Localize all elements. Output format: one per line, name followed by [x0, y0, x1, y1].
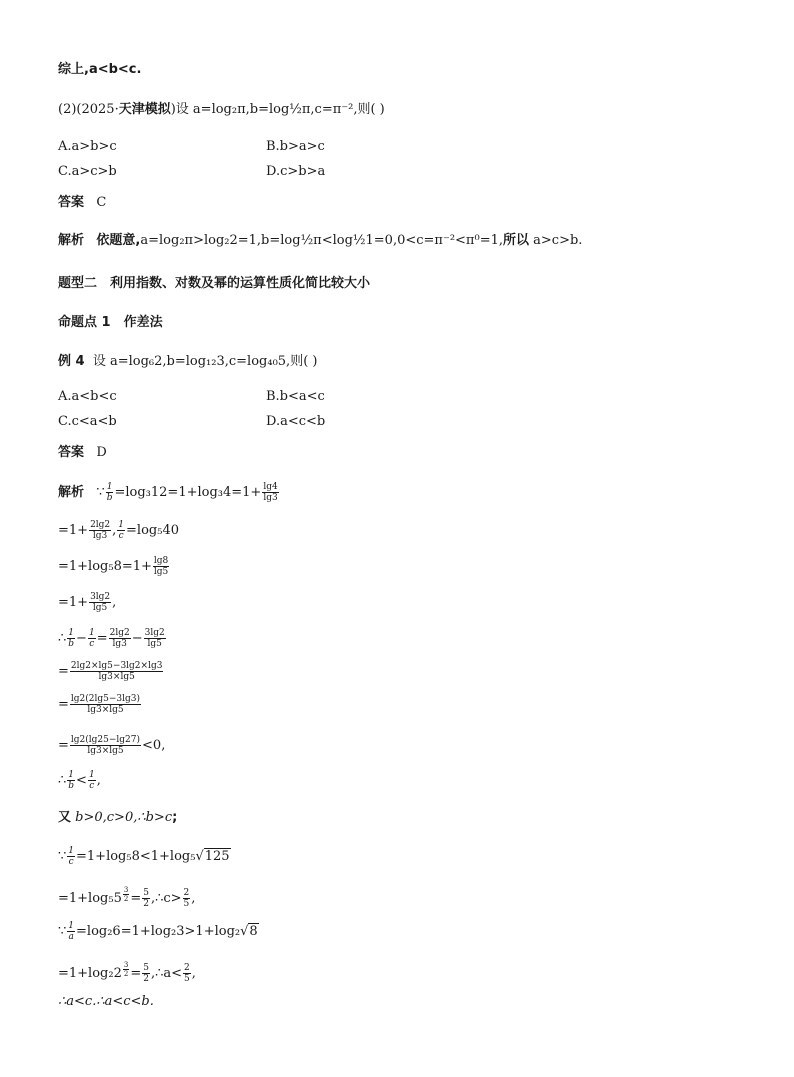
because-symbol: ∵	[58, 924, 67, 939]
fraction-1-over-c: $\frac{1}{c}$	[118, 520, 125, 541]
option-b: B.b>a>c	[266, 139, 325, 154]
analysis-label: 解析	[58, 485, 85, 500]
option-a: A.a<b<c	[58, 389, 117, 404]
options-row-3	[58, 387, 325, 407]
option-c: C.c<a<b	[58, 414, 117, 429]
step-text: =1+	[58, 595, 89, 610]
fraction-step-7: $\frac{\lg 2(2\lg 5-3\lg 3)}{\lg 3\times\lg 5}$	[70, 694, 141, 715]
option-c: C.a>c>b	[58, 164, 117, 179]
final-conclusion: ∴a<c.∴a<c<b.	[58, 994, 154, 1009]
fraction-5-2: $\frac{5}{2}$	[143, 888, 149, 909]
analysis-2-line-10	[58, 808, 177, 828]
analysis-2-line-9	[58, 770, 101, 791]
analysis-1-so: 所以	[503, 233, 530, 248]
fraction-1-over-b: $\frac{1}{b}$	[106, 482, 113, 503]
example-4-label: 例 4	[58, 354, 85, 369]
exponent-3-2: 3 2	[123, 960, 129, 978]
equals: =	[130, 966, 142, 981]
step-text: =log₅40	[126, 523, 179, 538]
analysis-2-line-4	[58, 592, 116, 613]
question-2	[58, 100, 385, 120]
analysis-2-line-5	[58, 628, 167, 649]
fraction-3lg2-lg5: $\frac{3\lg 2}{\lg 5}$	[90, 592, 111, 613]
point-title-text: 命题点 1 作差法	[58, 315, 163, 330]
equals: =	[58, 697, 69, 712]
less-than: <	[76, 773, 87, 788]
step-text: =1+log₂2	[58, 966, 122, 981]
analysis-2-line-14	[58, 959, 196, 984]
answer-label: 答案	[58, 445, 85, 460]
option-d: D.c>b>a	[266, 164, 326, 179]
fraction-2-5: $\frac{2}{5}$	[183, 888, 190, 909]
fraction-2-5: $\frac{2}{5}$	[184, 963, 190, 984]
fraction-step-8: $\frac{\lg 2(\lg 25-\lg 27)}{\lg 3\times\lg 5}$	[70, 735, 141, 756]
analysis-2-line-13: ∵ $\frac{1}{a}$ =log₂6=1+log₂3>1+log₂√8	[58, 921, 258, 942]
fraction-3lg2-lg5: $\frac{3\lg 2}{\lg 5}$	[144, 628, 165, 649]
equals: =	[58, 664, 69, 679]
therefore-symbol: ∴	[58, 773, 67, 788]
answer-label: 答案	[58, 195, 85, 210]
option-a: A.a>b>c	[58, 139, 117, 154]
fraction-2lg2-lg3: $\frac{2\lg 2}{\lg 3}$	[109, 628, 130, 649]
analysis-1	[58, 231, 582, 251]
fraction-1-over-a: $\frac{1}{a}$	[68, 921, 75, 942]
analysis-1-intro: 依题意,	[96, 233, 141, 248]
answer-2	[58, 443, 107, 463]
option-d: D.a<c<b	[266, 414, 326, 429]
also-word: 又	[58, 810, 72, 825]
section-title	[58, 274, 370, 294]
question-2-source: 天津模拟	[118, 102, 171, 117]
conclusion-text: 综上,a<b<c.	[58, 62, 142, 77]
semicolon: ;	[172, 810, 178, 825]
minus: −	[131, 631, 143, 646]
step-text: =log₂6=1+log₂3>1+log₂	[76, 924, 241, 939]
options-row-4	[58, 412, 326, 432]
analysis-2-line-8	[58, 735, 165, 756]
exponent-3-2: 3 2	[123, 885, 129, 903]
step-text: =1+log₅8<1+log₅	[76, 849, 196, 864]
answer-value: D	[96, 445, 107, 460]
minus: −	[76, 631, 87, 646]
because-symbol: ∵	[58, 849, 67, 864]
analysis-1-body: a=log₂π>log₂2=1,b=log½π<log½1=0,0<c=π⁻²<π⁰=1,	[140, 233, 503, 248]
fraction-5-2: $\frac{5}{2}$	[143, 963, 149, 984]
options-row-2	[58, 162, 326, 182]
answer-1	[58, 193, 106, 213]
line-conclusion	[58, 60, 141, 80]
analysis-2-line-2: =1+ $\frac{2\lg 2}{\lg 3}$ , $\frac{1}{c}$ =log₅40	[58, 520, 179, 541]
fraction-1-over-b: $\frac{1}{b}$	[68, 770, 75, 791]
analysis-2-line-6	[58, 661, 164, 682]
equals: =	[58, 738, 69, 753]
analysis-label: 解析	[58, 233, 85, 248]
step-text: =1+log₅8=1+	[58, 559, 152, 574]
analysis-2-line-12	[58, 884, 195, 909]
point-title	[58, 313, 163, 333]
fraction-1-over-b: $\frac{1}{b}$	[68, 628, 75, 649]
step-text: ,	[96, 773, 101, 788]
step-text: =log₃12=1+log₃4=1+	[114, 485, 262, 500]
fraction-1-over-c: $\frac{1}{c}$	[88, 770, 95, 791]
analysis-2-line-1	[58, 482, 280, 503]
radicand-125: 125	[204, 849, 230, 864]
equals: =	[130, 891, 142, 906]
analysis-2-line-15	[58, 992, 154, 1012]
step-text: b>0,c>0,∴b>c	[71, 810, 173, 825]
step-text: ,∴a<	[150, 966, 183, 981]
fraction-1-over-c: $\frac{1}{c}$	[68, 846, 75, 867]
fraction-1-over-c: $\frac{1}{c}$	[88, 628, 95, 649]
example-4-body: 设 a=log₆2,b=log₁₂3,c=log₄₀5,则( )	[92, 354, 318, 369]
radicand-8: 8	[249, 924, 258, 939]
step-text: =1+log₅5	[58, 891, 122, 906]
options-row-1	[58, 137, 325, 157]
option-b: B.b<a<c	[266, 389, 325, 404]
fraction-step-6: $\frac{2\lg 2\times\lg 5-3\lg 2\times\lg 3}{\lg 3\times\lg 5}$	[70, 661, 163, 682]
step-text: ,∴c>	[150, 891, 182, 906]
analysis-2-line-11: ∵ $\frac{1}{c}$ =1+log₅8<1+log₅√125	[58, 846, 230, 867]
example-4	[58, 352, 317, 372]
fraction-2lg2-lg3: $\frac{2\lg 2}{\lg 3}$	[90, 520, 111, 541]
analysis-1-result: a>c>b.	[529, 233, 583, 248]
therefore-symbol: ∴	[58, 631, 67, 646]
question-2-body: )设 a=log₂π,b=log½π,c=π⁻²,则( )	[170, 102, 385, 117]
step-text: ,	[112, 595, 117, 610]
analysis-2-line-7	[58, 694, 142, 715]
question-2-prefix: (2)(2025·	[58, 102, 119, 117]
fraction-lg8-lg5: $\frac{\lg 8}{\lg 5}$	[153, 556, 169, 577]
section-title-text: 题型二 利用指数、对数及幂的运算性质化简比较大小	[58, 276, 371, 291]
because-symbol: ∵	[96, 485, 105, 500]
step-text: ,	[191, 966, 196, 981]
fraction-lg4-lg3: $\frac{\lg 4}{\lg 3}$	[263, 482, 278, 503]
step-text: <0,	[142, 738, 166, 753]
equals: =	[96, 631, 108, 646]
answer-value: C	[96, 195, 107, 210]
step-text: ,	[191, 891, 196, 906]
step-text: =1+	[58, 523, 89, 538]
analysis-2-line-3	[58, 556, 170, 577]
